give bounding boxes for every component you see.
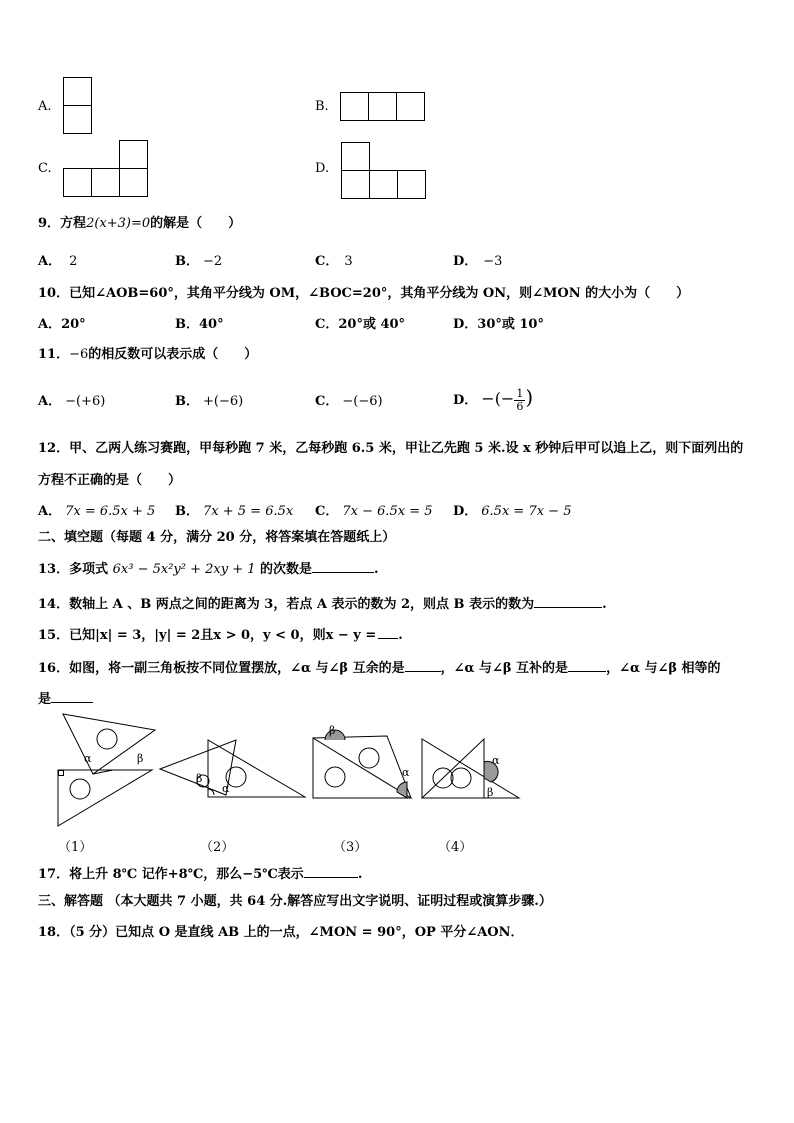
q13-stem: 13．多项式 6x³ − 5x²y² + 2xy + 1 的次数是 . (38, 562, 379, 577)
q10-option-c: C．20°或 40° (315, 317, 406, 332)
q16-figure-3 (309, 730, 414, 802)
q16-fig1-beta: β (137, 752, 144, 765)
q16-figure-4-label: （4） (438, 840, 473, 855)
q9-option-c: C． 3 (315, 254, 353, 269)
q16-figure-1-label: （1） (58, 840, 93, 855)
q10-option-b: B．40° (175, 317, 224, 332)
q8-figure-c (63, 140, 149, 198)
q9-option-a: A． 2 (38, 254, 78, 269)
q13-answer-blank[interactable] (312, 560, 374, 573)
q16-stem-line2: 是 (38, 688, 93, 707)
q16-fig4-alpha: α (492, 754, 500, 767)
q11-option-d: D． −(− $\frac{1}{6}$ ) (453, 385, 534, 413)
q18-stem: 18．（5 分）已知点 O 是直线 AB 上的一点，∠MON = 90°，OP 平分∠AON． (38, 925, 524, 940)
q8-figure-a (63, 77, 93, 137)
q16-fig3-beta: β (329, 724, 336, 737)
q12-option-b: B． 7x + 5 = 6.5x (175, 504, 294, 519)
q16-blank-equal[interactable] (51, 690, 93, 703)
fraction-one-sixth: $\frac{1}{6}$ (516, 387, 524, 413)
q16-blank-complementary[interactable] (405, 659, 441, 672)
q16-stem-line1: 16．如图，将一副三角板按不同位置摆放，∠α 与∠β 互余的是 ，∠α 与∠β 互补的是 ，∠α 与∠β 相等的 (38, 661, 721, 676)
q16-fig2-alpha: α (222, 782, 230, 795)
q9-option-b: B． −2 (175, 254, 223, 269)
q16-figure-2 (158, 737, 308, 802)
q8-figure-d (341, 142, 427, 200)
q15-stem: 15．已知|x| = 3，|y| = 2且x > 0，y < 0，则x − y = . (38, 628, 403, 643)
q11-option-a: A． −(+6) (38, 394, 106, 409)
q9-stem: 9．方程2(x+3)=0的解是（ ） (38, 216, 242, 231)
q10-option-d: D．30°或 10° (453, 317, 544, 332)
q16-blank-supplementary[interactable] (568, 659, 606, 672)
q16-fig2-beta: β (196, 772, 203, 785)
q10-stem: 10．已知∠AOB=60°，其角平分线为 OM，∠BOC=20°，其角平分线为 ON，则∠MON 的大小为（ ） (38, 286, 690, 301)
q8-option-a-label: A. (38, 99, 52, 114)
q12-option-c: C． 7x − 6.5x = 5 (315, 504, 433, 519)
q16-figure-4 (419, 736, 523, 801)
q11-option-c: C． −(−6) (315, 394, 383, 409)
q8-figure-b (340, 92, 426, 122)
q17-answer-blank[interactable] (304, 865, 358, 878)
section-2-heading: 二、填空题（每题 4 分，满分 20 分，将答案填在答题纸上） (38, 530, 396, 545)
q16-fig3-alpha: α (402, 766, 410, 779)
q16-figure-1 (55, 712, 160, 827)
q14-answer-blank[interactable] (534, 595, 602, 608)
q17-stem: 17．将上升 8℃ 记作+8℃，那么−5℃表示 . (38, 867, 363, 882)
q14-stem: 14．数轴上 A 、B 两点之间的距离为 3，若点 A 表示的数为 2，则点 B 表示的数为 . (38, 597, 607, 612)
q10-option-a: A．20° (38, 317, 86, 332)
q15-answer-blank[interactable] (378, 626, 398, 639)
q12-option-a: A． 7x = 6.5x + 5 (38, 504, 156, 519)
q9-option-d: D． −3 (453, 254, 503, 269)
q12-option-d: D． 6.5x = 7x − 5 (453, 504, 572, 519)
q11-stem: 11．−6的相反数可以表示成（ ） (38, 347, 258, 362)
q16-fig4-beta: β (487, 786, 494, 799)
section-3-heading: 三、解答题 （本大题共 7 小题，共 64 分.解答应写出文字说明、证明过程或演算步骤.） (38, 894, 552, 909)
q8-option-d-label: D. (315, 161, 330, 176)
q12-stem-line2: 方程不正确的是（ ） (38, 473, 182, 488)
q8-option-c-label: C. (38, 161, 52, 176)
q12-stem-line1: 12．甲、乙两人练习赛跑，甲每秒跑 7 米，乙每秒跑 6.5 米，甲让乙先跑 5 米.设 x 秒钟后甲可以追上乙，则下面列出的 (38, 441, 744, 456)
q8-option-b-label: B. (315, 99, 329, 114)
q16-figure-3-label: （3） (333, 840, 368, 855)
q16-fig1-alpha: α (84, 752, 92, 765)
q11-option-b: B． +(−6) (175, 394, 244, 409)
q16-figure-2-label: （2） (200, 840, 235, 855)
